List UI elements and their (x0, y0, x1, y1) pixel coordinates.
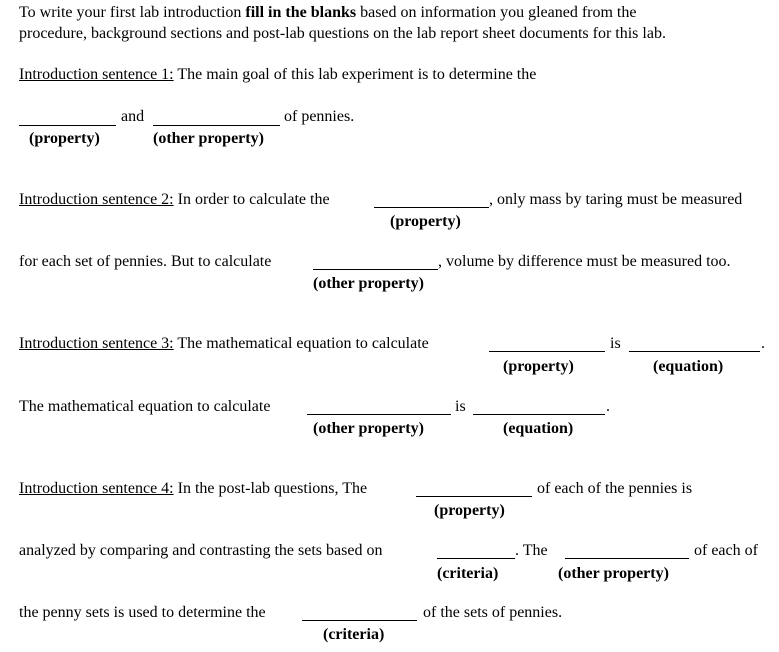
s1-and: and (121, 108, 145, 125)
s4-blank-criteria[interactable] (437, 558, 515, 559)
s4-heading: Introduction sentence 4: (19, 480, 174, 497)
s2-text-3: for each set of pennies. But to calculate (19, 253, 272, 270)
s3-blank-other-property[interactable] (307, 414, 451, 415)
s4-text-4: of each of (694, 542, 758, 559)
s4-blank-criteria-2[interactable] (302, 620, 417, 621)
s2-text-1: In order to calculate the (173, 191, 330, 208)
s4-blank-property[interactable] (416, 496, 532, 497)
s4-label-criteria: (criteria) (437, 565, 499, 582)
s3-blank-property[interactable] (489, 351, 605, 352)
s1-line (19, 66, 536, 84)
s4-label-property: (property) (434, 502, 505, 519)
intro-line-1-post: based on information you gleaned from the (356, 4, 637, 21)
s3-is-1: is (610, 335, 621, 352)
s3-period-1: . (761, 335, 765, 352)
s1-blank-property[interactable] (19, 125, 116, 126)
s3-line-1 (19, 335, 429, 353)
s2-blank-property[interactable] (374, 207, 489, 208)
s3-heading: Introduction sentence 3: (19, 335, 174, 352)
s3-is-2: is (455, 398, 466, 415)
s4-text-1: In the post-lab questions, The (173, 480, 368, 497)
s4-label-other-property: (other property) (558, 565, 669, 582)
intro-line-2: procedure, background sections and post-lab questions on the lab report sheet documents for this lab. (19, 25, 666, 42)
intro-line-1-bold: fill in the blanks (245, 4, 357, 21)
s2-label-property: (property) (390, 213, 461, 230)
s4-text-6: of the sets of pennies. (423, 604, 563, 621)
s3-period-2: . (606, 398, 610, 415)
s4-label-criteria-2: (criteria) (323, 626, 385, 643)
s1-blank-other-property[interactable] (153, 125, 280, 126)
intro-line-1-pre: To write your first lab introduction (19, 4, 246, 21)
s1-heading: Introduction sentence 1: (19, 66, 174, 83)
s4-line-1 (19, 480, 367, 498)
s4-text-2: of each of the pennies is (537, 480, 693, 497)
s3-blank-equation[interactable] (629, 351, 760, 352)
s1-text: The main goal of this lab experiment is to determine the (173, 66, 537, 83)
s3-text-1: The mathematical equation to calculate (173, 335, 429, 352)
s3-blank-equation-2[interactable] (473, 414, 605, 415)
s2-line-1 (19, 191, 330, 209)
s2-text-2: , only mass by taring must be measured (489, 191, 743, 208)
s2-blank-other-property[interactable] (313, 269, 438, 270)
s3-label-other-property: (other property) (313, 420, 424, 437)
s3-label-equation-2: (equation) (503, 420, 574, 437)
intro-line-1 (19, 4, 636, 22)
s1-label-other-property: (other property) (153, 130, 264, 147)
s1-of-pennies: of pennies. (284, 108, 355, 125)
s4-blank-other-property[interactable] (565, 558, 689, 559)
s2-text-4: , volume by difference must be measured too. (438, 253, 731, 270)
s3-label-property: (property) (503, 358, 574, 375)
s3-label-equation: (equation) (653, 358, 724, 375)
s4-the: . The (515, 542, 548, 559)
s3-text-2: The mathematical equation to calculate (19, 398, 271, 415)
s4-text-5: the penny sets is used to determine the (19, 604, 266, 621)
s1-label-property: (property) (29, 130, 100, 147)
s4-text-3: analyzed by comparing and contrasting the sets based on (19, 542, 383, 559)
s2-label-other-property: (other property) (313, 275, 424, 292)
s2-heading: Introduction sentence 2: (19, 191, 174, 208)
